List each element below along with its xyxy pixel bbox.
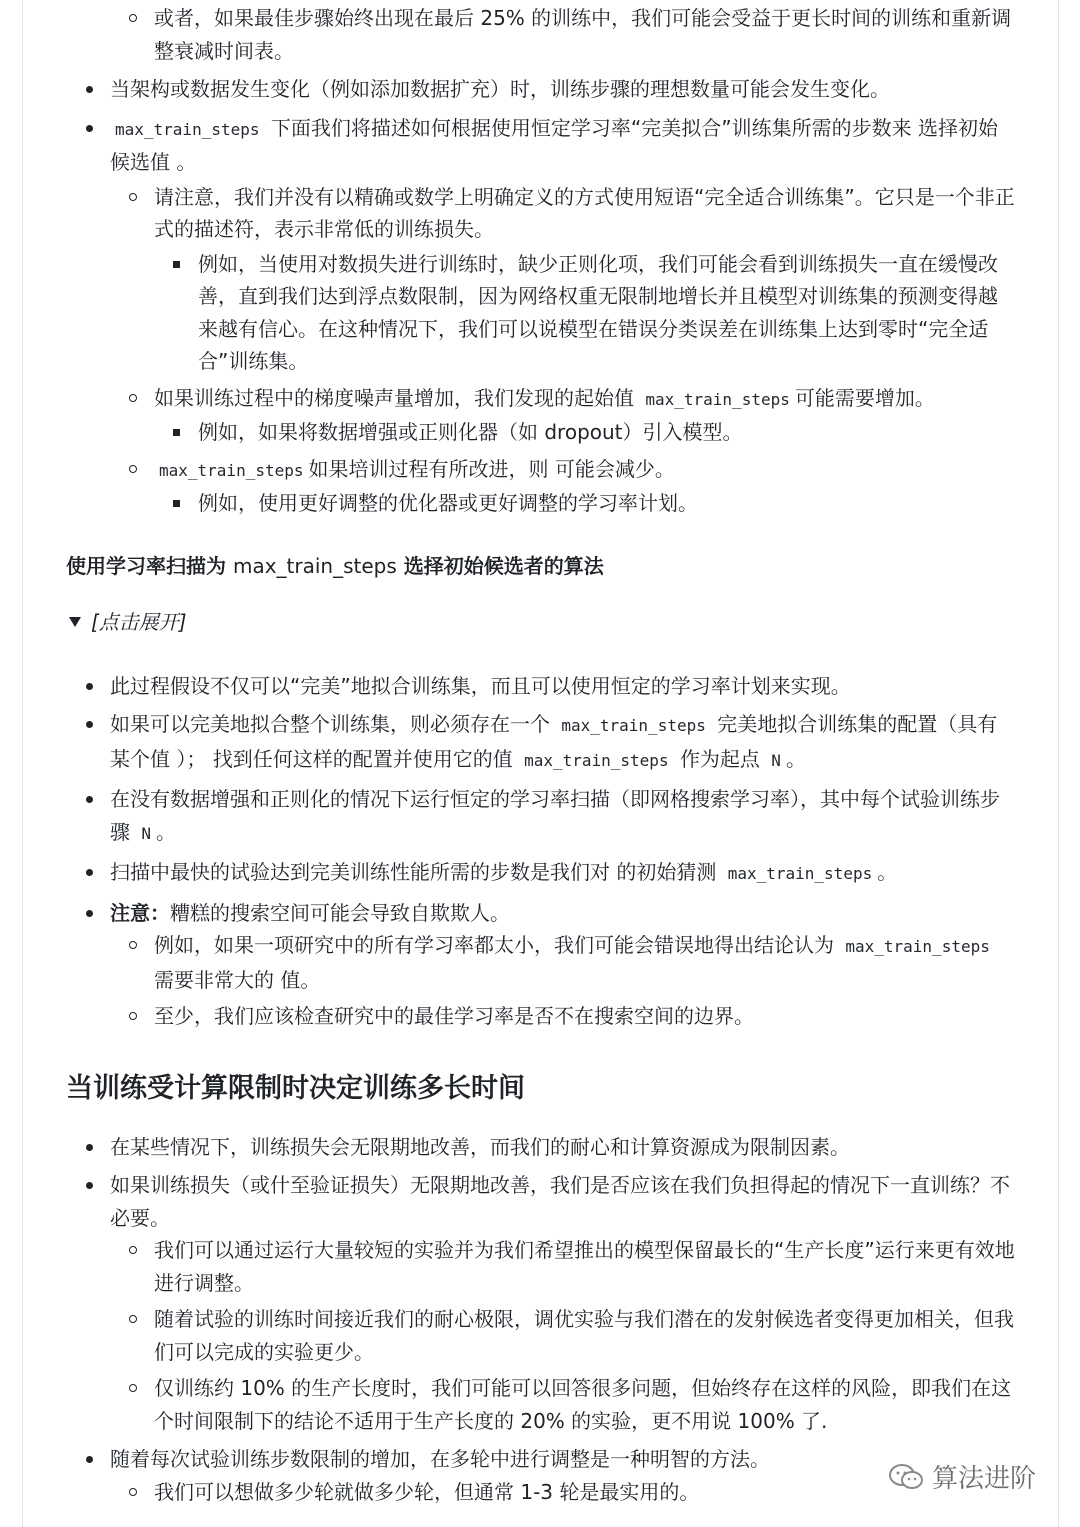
list-item: 此过程假设不仅可以“完美”地拟合训练集，而且可以使用恒定的学习率计划来实现。	[66, 670, 1016, 703]
watermark	[888, 1458, 1036, 1495]
sublist	[154, 487, 1016, 520]
list-item: max_train_steps 如果培训过程有所改进，则 可能会减少。 例如，使用更好调整的优化器或更好调整的学习率计划。	[110, 453, 1016, 520]
continued-sublist	[110, 2, 1016, 67]
list-item: 或者，如果最佳步骤始终出现在最后 25% 的训练中，我们可能会受益于更长时间的训练和重新调整衰减时间表。	[110, 2, 1016, 67]
list-item: 请注意，我们并没有以精确或数学上明确定义的方式使用短语“完全适合训练集”。它只是一个非正式的描述符，表示非常低的训练损失。 例如，当使用对数损失进行训练时，缺少正则化项，我们可能会看到训练损失一直在缓慢改善，直到我们达到浮点数限制，因为网络权重无限制地增长并且模型对训练集的预测变得越来越有信心。在这种情况下，我们可以说模型在错误分类误差在训练集上达到零时“完全适合”训练集。	[110, 181, 1016, 378]
list-item: 至少，我们应该检查研究中的最佳学习率是否不在搜索空间的边界。	[110, 1000, 1016, 1033]
list-item: 如果训练损失（或什至验证损失）无限期地改善，我们是否应该在我们负担得起的情况下一直训练？不必要。 我们可以通过运行大量较短的实验并为我们希望推出的模型保留最长的“生产长度”运行来更有效地进行调整。 随着试验的训练时间接近我们的耐心极限，调优实验与我们潜在的发射候选者变得更加相关，但我们可以完成的实验更少。 仅训练约 10% 的生产长度时，我们可能可以回答很多问题，但始终存在这样的风险，即我们在这个时间限制下的结论不适用于生产长度的 20% 的实验，更不用说 100% 了.	[66, 1169, 1016, 1437]
wechat-icon	[888, 1463, 924, 1491]
inline-code: max_train_steps	[524, 750, 669, 770]
inline-code: N	[771, 750, 781, 770]
inline-code: N	[141, 823, 151, 843]
list-item: 例如，如果将数据增强或正则化器（如 dropout）引入模型。	[154, 416, 1016, 449]
sublist	[110, 1476, 1016, 1509]
list-item: 随着每次试验训练步数限制的增加，在多轮中进行调整是一种明智的方法。 我们可以想做多少轮就做多少轮，但通常 1-3 轮是最实用的。	[66, 1443, 1016, 1508]
sublist	[110, 181, 1016, 520]
inline-code: max_train_steps	[159, 460, 304, 480]
list-item: max_train_steps 下面我们将描述如何根据使用恒定学习率“完美拟合”训练集所需的步数来 选择初始候选值 。 请注意，我们并没有以精确或数学上明确定义的方式使用短语“完全适合训练集”。它只是一个非正式的描述符，表示非常低的训练损失。 例如，当使用对数损失进行训练时，缺少正则化项，我们可能会看到训练损失一直在缓慢改善，直到我们达到浮点数限制，因为网络权重无限制地增长并且模型对训练集的预测变得越来越有信心。在这种情况下，我们可以说模型在错误分类误差在训练集上达到零时“完全适合”训练集。 如果训练过程中的梯度噪声量增加，我们发现的起始值 max_train_steps 可能需要增加。 例如，如果将数据增强或正则化器（如 dropout）引入模型。 max_train_steps 如果培训过程有所改进，则 可能会减少。 例如，使用更好调整的优化器或更好调整的学习率计划。	[66, 112, 1016, 520]
list-item: 当架构或数据发生变化（例如添加数据扩充）时，训练步骤的理想数量可能会发生变化。	[66, 73, 1016, 106]
section-heading-compute: 当训练受计算限制时决定训练多长时间	[66, 1072, 525, 1104]
article-content	[66, 0, 1016, 1514]
list-item: 如果可以完美地拟合整个训练集，则必须存在一个 max_train_steps 完美地拟合训练集的配置（具有某个值 ）； 找到任何这样的配置并使用它的值 max_train_steps 作为起点 N 。	[66, 708, 1016, 777]
list-item: 例如，当使用对数损失进行训练时，缺少正则化项，我们可能会看到训练损失一直在缓慢改善，直到我们达到浮点数限制，因为网络权重无限制地增长并且模型对训练集的预测变得越来越有信心。在这种情况下，我们可以说模型在错误分类误差在训练集上达到零时“完全适合”训练集。	[154, 248, 1016, 378]
list-item: 随着试验的训练时间接近我们的耐心极限，调优实验与我们潜在的发射候选者变得更加相关，但我们可以完成的实验更少。	[110, 1303, 1016, 1368]
sublist	[110, 1234, 1016, 1437]
list-item: 注意：糟糕的搜索空间可能会导致自欺欺人。 例如，如果一项研究中的所有学习率都太小，我们可能会错误地得出结论认为 max_train_steps 需要非常大的 值。 至少，我们应该检查研究中的最佳学习率是否不在搜索空间的边界。	[66, 897, 1016, 1033]
watermark-text: 算法进阶	[932, 1464, 1037, 1494]
inline-code: max_train_steps	[561, 716, 706, 735]
inline-code: max_train_steps	[645, 389, 790, 409]
section-heading-algorithm: 使用学习率扫描为 max_train_steps 选择初始候选者的算法	[66, 553, 604, 578]
list-item: 如果训练过程中的梯度噪声量增加，我们发现的起始值 max_train_steps 可能需要增加。 例如，如果将数据增强或正则化器（如 dropout）引入模型。	[110, 382, 1016, 449]
frame-right-border	[1058, 0, 1059, 1527]
list-item: 扫描中最快的试验达到完美训练性能所需的步数是我们对 的初始猜测 max_train_steps 。	[66, 856, 1016, 891]
heading-code: max_train_steps	[232, 553, 397, 578]
list-item: 我们可以通过运行大量较短的实验并为我们希望推出的模型保留最长的“生产长度”运行来更有效地进行调整。	[110, 1234, 1016, 1299]
compute-list	[66, 1131, 1016, 1509]
top-list	[66, 73, 1016, 520]
algorithm-list	[66, 670, 1016, 1033]
inline-code: max_train_steps	[115, 119, 260, 139]
details-toggle[interactable]: [点击展开]	[66, 606, 1016, 638]
inline-code: max_train_steps	[845, 937, 990, 956]
list-item: 在某些情况下，训练损失会无限期地改善，而我们的耐心和计算资源成为限制因素。	[66, 1131, 1016, 1164]
list-item: 在没有数据增强和正则化的情况下运行恒定的学习率扫描（即网格搜索学习率），其中每个试验训练步骤 N 。	[66, 783, 1016, 850]
list-item: 例如，如果一项研究中的所有学习率都太小，我们可能会错误地得出结论认为 max_train_steps 需要非常大的 值。	[110, 929, 1016, 996]
inline-code: max_train_steps	[727, 864, 873, 883]
list-item: 例如，使用更好调整的优化器或更好调整的学习率计划。	[154, 487, 1016, 520]
sublist	[154, 248, 1016, 378]
sublist	[110, 929, 1016, 1033]
triangle-down-icon	[69, 617, 81, 627]
list-item: 我们可以想做多少轮就做多少轮，但通常 1-3 轮是最实用的。	[110, 1476, 1016, 1509]
note-label: 注意：	[110, 900, 170, 925]
frame-left-border	[22, 0, 23, 1527]
sublist	[154, 416, 1016, 449]
list-item: 仅训练约 10% 的生产长度时，我们可能可以回答很多问题，但始终存在这样的风险，即我们在这个时间限制下的结论不适用于生产长度的 20% 的实验，更不用说 100% 了.	[110, 1372, 1016, 1437]
